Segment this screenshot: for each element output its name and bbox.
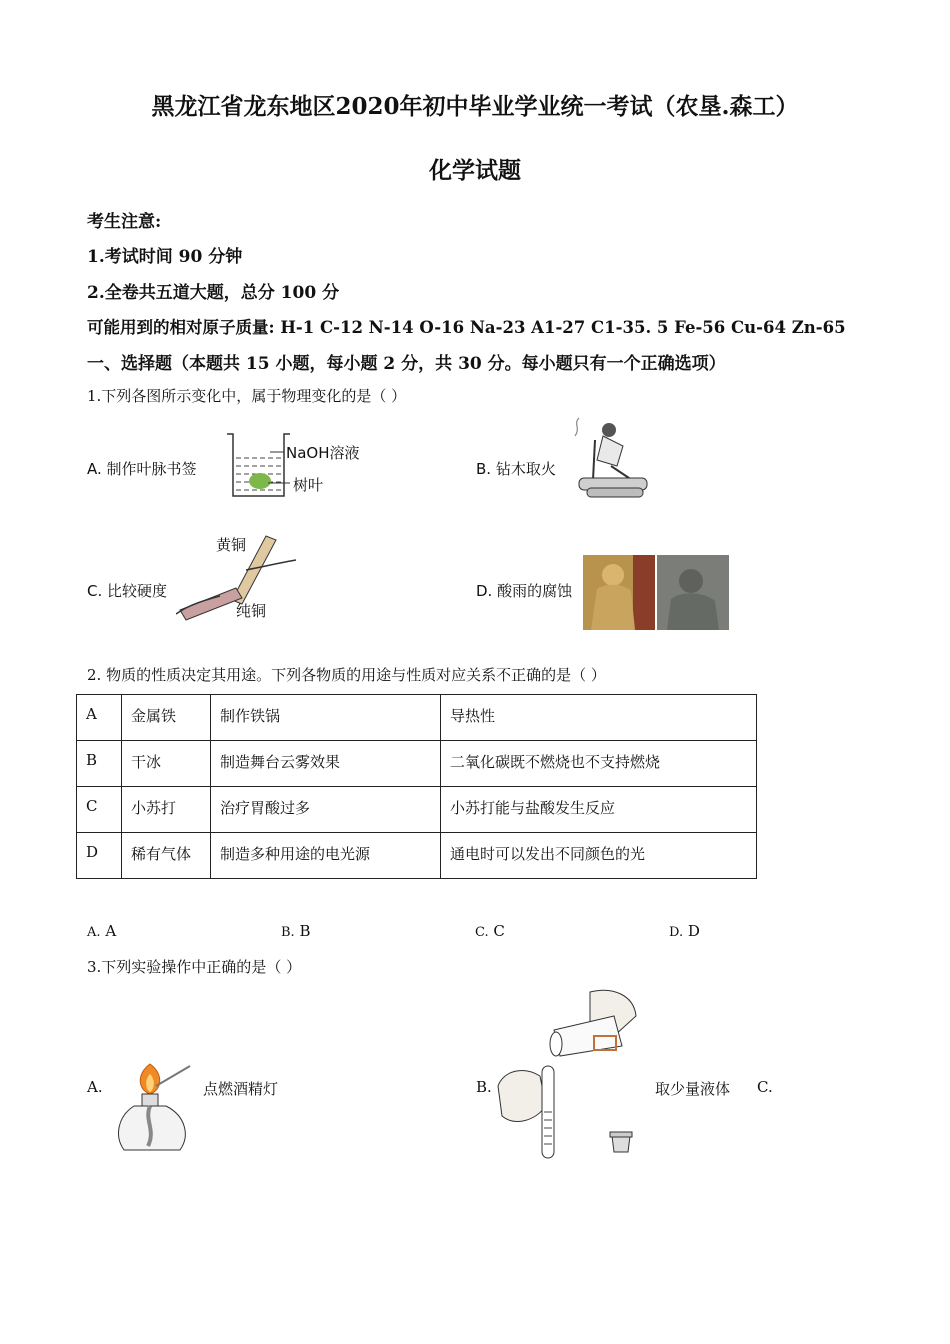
option-text: 酸雨的腐蚀 [497, 582, 573, 600]
q2-choice-c[interactable] [475, 922, 505, 940]
choice-value: C [493, 922, 505, 940]
option-letter: C. [87, 582, 103, 600]
property-cell: 通电时可以发出不同颜色的光 [441, 833, 757, 879]
notice-time: 1.考试时间 90 分钟 [87, 247, 243, 267]
q2-choice-b[interactable] [281, 922, 311, 940]
pouring-liquid-image [494, 986, 644, 1162]
choice-letter: A. [87, 925, 101, 940]
option-text: 钻木取火 [495, 460, 556, 478]
q3-option-b-text: 取少量液体 [655, 1080, 731, 1098]
option-text: 制作叶脉书签 [106, 460, 197, 478]
option-letter: D. [476, 582, 493, 600]
exam-title: 黑龙江省龙东地区2020年初中毕业学业统一考试（农垦.森工） [151, 93, 799, 120]
q3-option-a-letter[interactable]: A. [87, 1078, 103, 1096]
notice-heading: 考生注意: [87, 212, 162, 232]
q3-option-c-letter[interactable]: C. [757, 1078, 773, 1096]
option-letter: A. [87, 460, 102, 478]
table-row [77, 787, 757, 833]
q3-option-b-letter[interactable]: B. [476, 1078, 492, 1096]
choice-value: D [687, 922, 700, 940]
choice-letter: C. [475, 925, 489, 940]
alcohol-lamp-image [110, 1060, 194, 1160]
substance-cell: 稀有气体 [122, 833, 211, 879]
choice-letter: D. [669, 925, 684, 940]
question-2-stem: 2. 物质的性质决定其用途。下列各物质的用途与性质对应关系不正确的是（ ） [87, 666, 606, 684]
question-1-stem: 1.下列各图所示变化中，属于物理变化的是（ ） [87, 387, 407, 405]
property-cell: 导热性 [441, 695, 757, 741]
substance-cell: 干冰 [122, 741, 211, 787]
question-3-stem: 3.下列实验操作中正确的是（ ） [87, 958, 302, 976]
usage-cell: 制作铁锅 [211, 695, 441, 741]
brass-label: 黄铜 [216, 536, 247, 554]
table-row [77, 741, 757, 787]
copper-label: 纯铜 [236, 602, 267, 620]
choice-value: A [105, 922, 117, 940]
table-row [77, 695, 757, 741]
usage-cell: 制造多种用途的电光源 [211, 833, 441, 879]
substance-cell: 小苏打 [122, 787, 211, 833]
naoh-label: NaOH溶液 [286, 444, 360, 462]
q1-option-d[interactable] [476, 580, 572, 601]
q3-option-a-text: 点燃酒精灯 [203, 1080, 279, 1098]
property-usage-table [76, 694, 757, 879]
option-cell: C [77, 787, 122, 833]
q1-option-a[interactable] [87, 458, 197, 479]
property-cell: 小苏打能与盐酸发生反应 [441, 787, 757, 833]
option-cell: A [77, 695, 122, 741]
option-cell: D [77, 833, 122, 879]
usage-cell: 制造舞台云雾效果 [211, 741, 441, 787]
q2-choice-d[interactable] [669, 922, 700, 940]
property-cell: 二氧化碳既不燃烧也不支持燃烧 [441, 741, 757, 787]
drilling-wood-fire-image [567, 416, 653, 500]
option-letter: B. [476, 460, 492, 478]
choice-value: B [299, 922, 311, 940]
option-cell: B [77, 741, 122, 787]
atomic-masses: 可能用到的相对原子质量: H-1 C-12 N-14 O-16 Na-23 A1-27 C1-35. 5 Fe-56 Cu-64 Zn-65 [87, 318, 846, 337]
q1-option-c[interactable] [87, 580, 167, 601]
q1-option-b[interactable] [476, 458, 556, 479]
section-heading: 一、选择题（本题共 15 小题，每小题 2 分，共 30 分。每小题只有一个正确选项） [87, 354, 726, 374]
exam-subject-title: 化学试题 [429, 157, 521, 184]
option-text: 比较硬度 [107, 582, 168, 600]
table-row [77, 833, 757, 879]
acid-rain-statues-image [583, 555, 729, 630]
choice-letter: B. [281, 925, 295, 940]
q2-choice-a[interactable] [87, 922, 116, 940]
leaf-label: 树叶 [293, 476, 324, 494]
usage-cell: 治疗胃酸过多 [211, 787, 441, 833]
notice-score: 2.全卷共五道大题，总分 100 分 [87, 283, 340, 303]
substance-cell: 金属铁 [122, 695, 211, 741]
